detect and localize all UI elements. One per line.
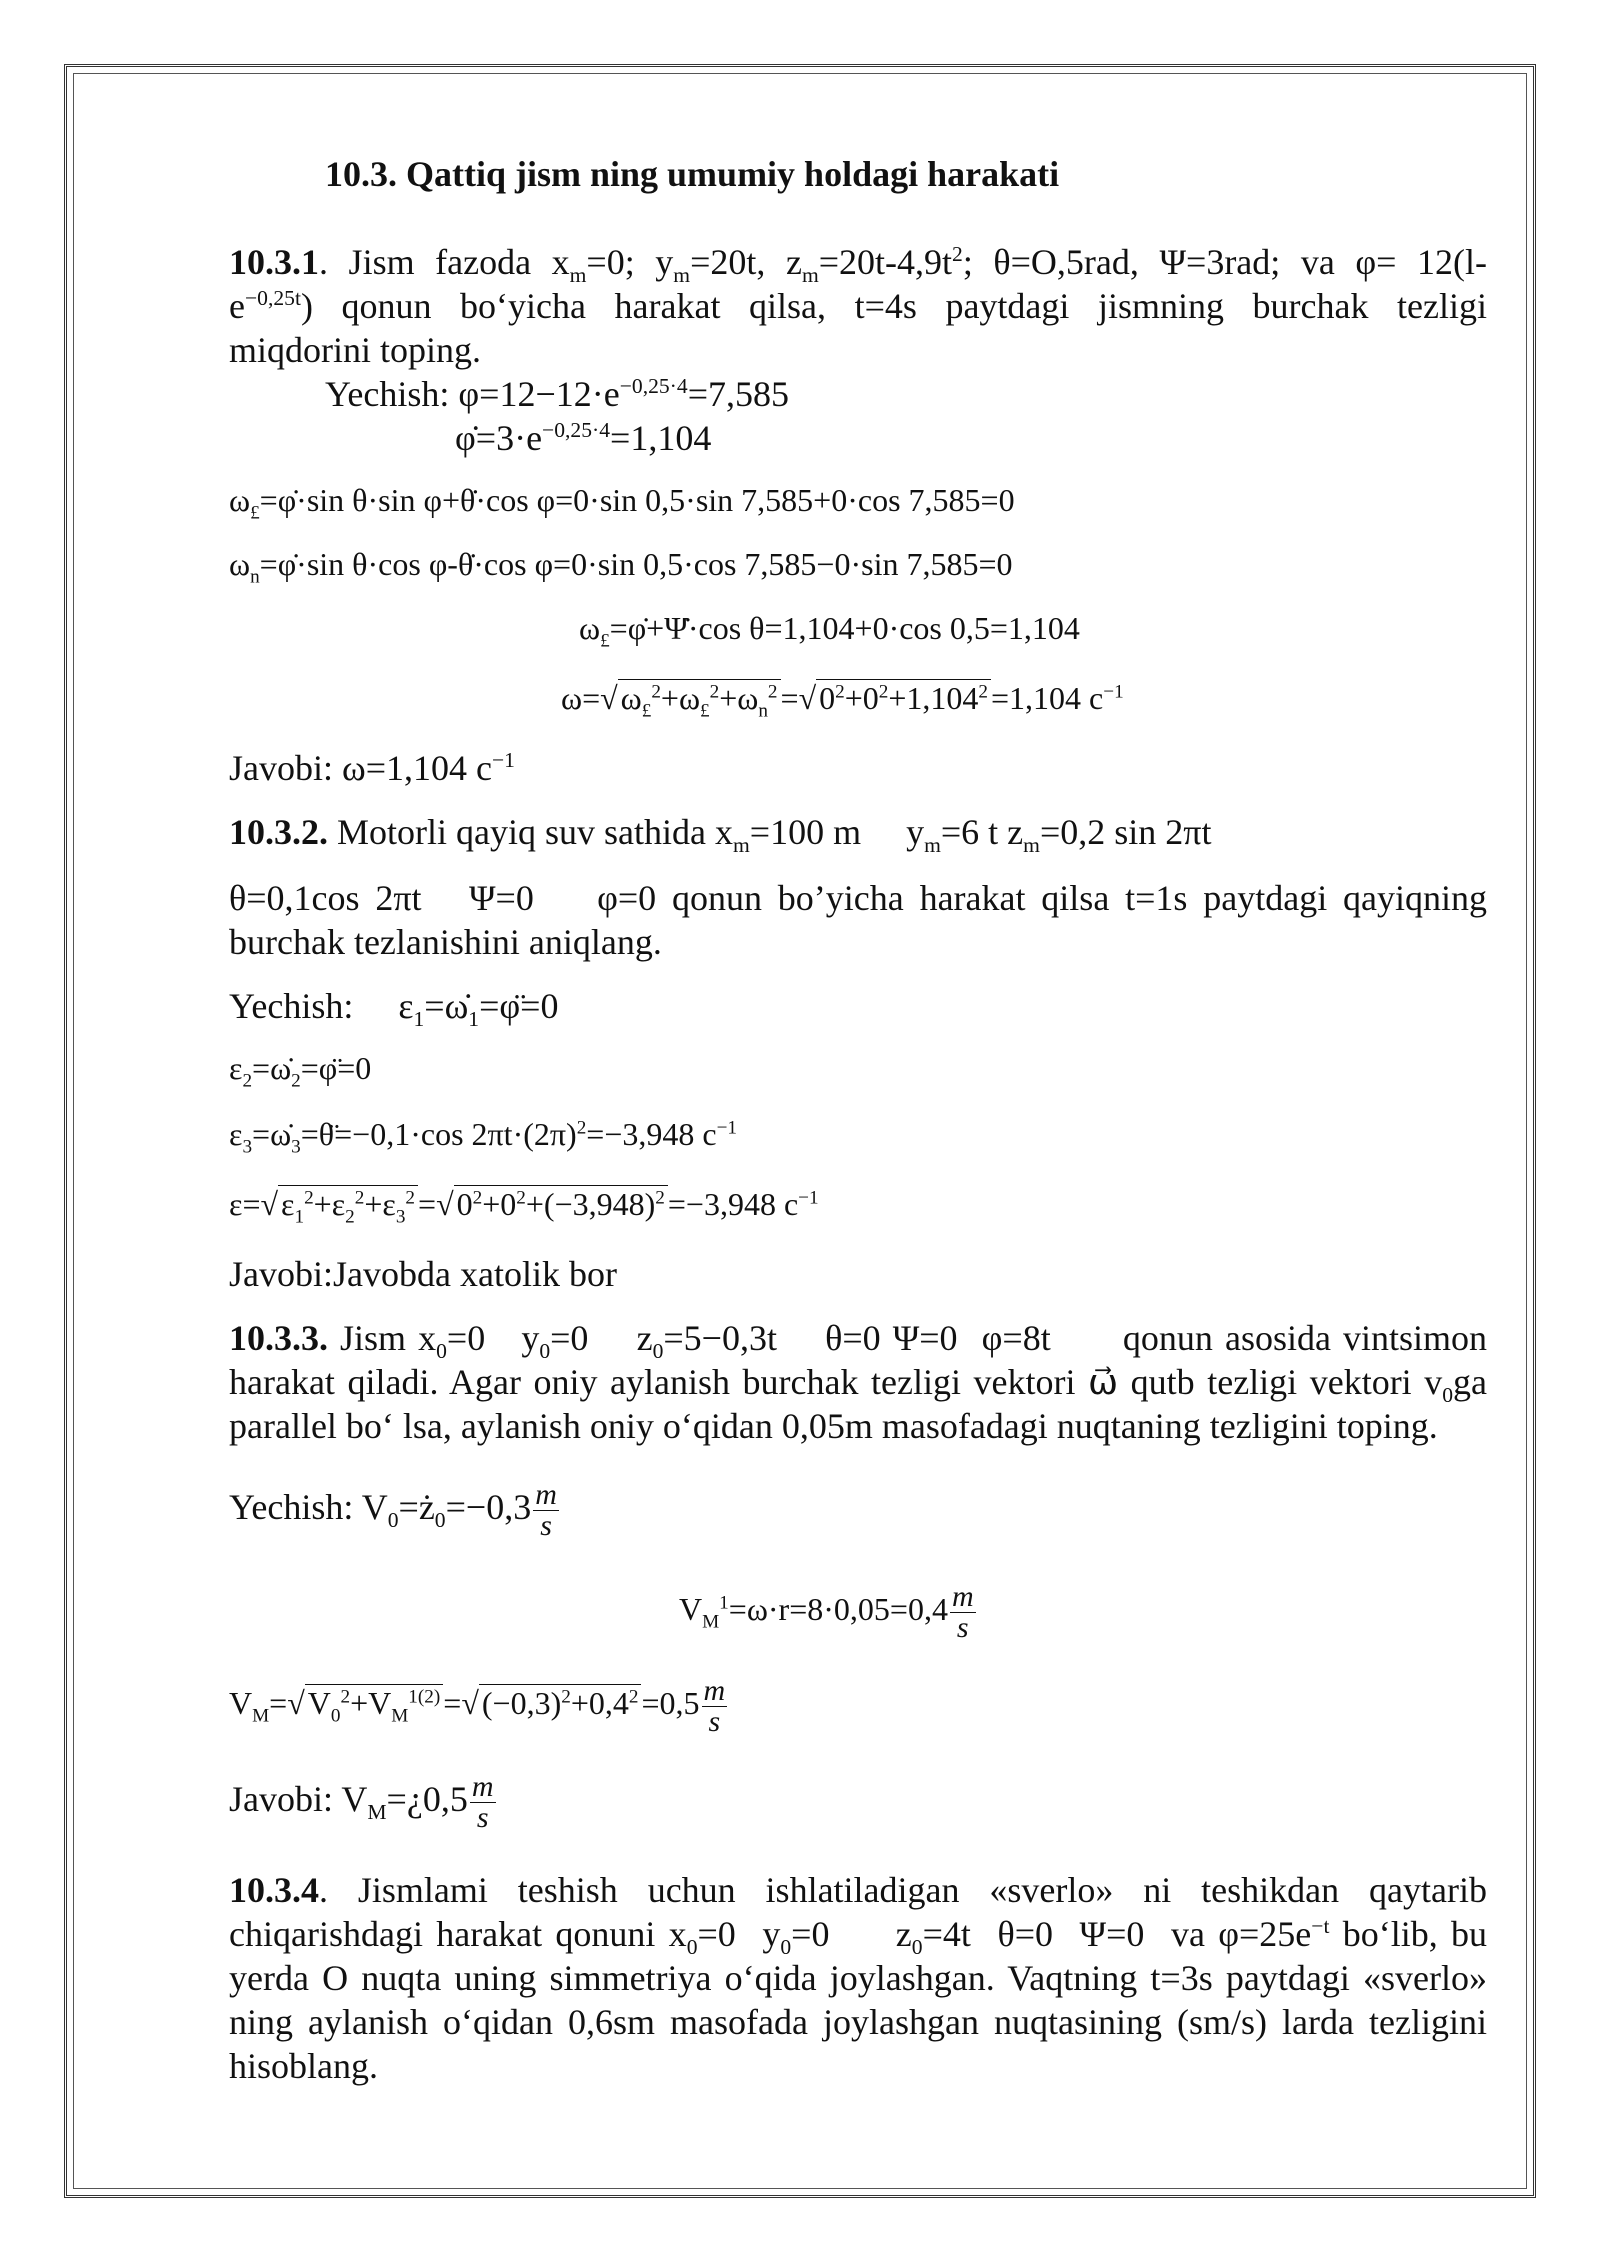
- solution-3-eq-1: $V_M^1=\omega\cdot r=8\cdot 0,05=0,4$ $\frac{m}{s}$: [679, 1580, 974, 1644]
- solution-1-step-1: Yechish: $\varphi=12-12\cdot e^{-0,25\cdot 4}=7,585$: [325, 374, 789, 414]
- solution-1-eq-3: $\omega_£=\varphi̇+\Psi̇\cdot\cos$ θ=1,104+0·cos 0,5=1,104: [579, 610, 1080, 652]
- problem-1-line-1: 10.3.1. Jism fazoda $x_m=0$; $y_m=20t$, $z_m=20t-4,9t^2$; θ=O,5rad, Ψ=3rad; va φ= 12(l-: [229, 242, 1487, 288]
- problem-3-line-3: parallel bo‘ lsa, aylanish oniy o‘qidan 0,05m masofadagi nuqtaning tezligini toping.: [229, 1406, 1438, 1446]
- problem-4-line-2: chiqarishdagi harakat qonuni $x_0=0$ $y_0=0$ $z_0=4t$ θ=0 Ψ=0 va $\varphi=25e^{-t}$ bo‘lib, bu: [229, 1914, 1487, 1960]
- solution-1-eq-2: $\omega_n=\varphi̇\cdot\sin$ θ·cos φ-θ̇·cos φ=0·sin 0,5·cos 7,585−0·sin 7,585=0: [229, 546, 1013, 588]
- answer-3: Javobi: $V_M=¿0,5$ $\frac{m}{s}$: [229, 1770, 494, 1834]
- solution-2-eq-2: $\varepsilon_3=\omegȧ_3=\thetä=-0,1\cdot\cos$ $2\pi t\cdot(2\pi)^2=-3,948$ $c^{-1}$: [229, 1116, 737, 1158]
- problem-4-line-4: ning aylanish o‘qidan 0,6sm masofada joylashgan nuqtasining (sm/s) larda tezligini: [229, 2002, 1487, 2042]
- answer-1: Javobi: ω=1,104 $c^{-1}$: [229, 748, 515, 788]
- problem-4-line-3: yerda O nuqta uning simmetriya o‘qida joylashgan. Vaqtning t=3s paytdagi «sverlo»: [229, 1958, 1487, 1998]
- problem-4-line-1: 10.3.4. Jismlami teshish uchun ishlatiladigan «sverlo» ni teshikdan qaytarib: [229, 1870, 1487, 1910]
- problem-2-line-2: θ=0,1cos 2πt Ψ=0 φ=0 qonun bo’yicha harakat qilsa t=1s paytdagi qayiqning: [229, 878, 1487, 918]
- solution-3-eq-2: $V_M=√V_0^2+V_M^{1(2)}=√(-0,3)^2+0,4^2=0,5$ $\frac{m}{s}$: [229, 1674, 726, 1738]
- problem-4-line-5: hisoblang.: [229, 2046, 378, 2086]
- problem-2-line-3: burchak tezlanishini aniqlang.: [229, 922, 662, 962]
- problem-1-line-2: $e^{-0,25t}$) qonun bo‘yicha harakat qilsa, t=4s paytdagi jismning burchak tezligi: [229, 286, 1487, 326]
- solution-1-eq-1: $\omega_£=\varphi̇\cdot\sin$ θ·sin φ+θ̇·cos φ=0·sin 0,5·sin 7,585+0·cos 7,585=0: [229, 482, 1015, 524]
- solution-2-eq-1: $\varepsilon_2=\omegȧ_2=\varphï=0$: [229, 1050, 372, 1092]
- problem-2-line-1: 10.3.2. Motorli qayiq suv sathida $x_m=100$ m $y_m=6$ t $z_m=0,2$ sin 2πt: [229, 812, 1212, 858]
- solution-3-step-1: Yechish: $V_0=ż_0=-0,3$ $\frac{m}{s}$: [229, 1478, 557, 1542]
- solution-2-eq-3: $\varepsilon=√\varepsilon_1^2+\varepsilon_2^2+\varepsilon_3^2=√0^2+0^2+(-3,948)^2=-3,948$ $c^{-1}$: [229, 1186, 819, 1228]
- solution-2-step-1: Yechish: $\varepsilon_1=\omegȧ_1=\varphï=0$: [229, 986, 559, 1032]
- problem-3-line-1: 10.3.3. Jism $x_0=0$ $y_0=0$ $z_0=5-0,3t$ θ=0 Ψ=0 φ=8t qonun asosida vintsimon: [229, 1318, 1488, 1364]
- section-title: 10.3. Qattiq jism ning umumiy holdagi harakati: [325, 154, 1060, 194]
- problem-3-line-2: harakat qiladi. Agar oniy aylanish burchak tezligi vektori ω⃗ qutb tezligi vektori $v_0ga$: [229, 1362, 1487, 1408]
- answer-2: Javobi:Javobda xatolik bor: [229, 1254, 617, 1294]
- solution-1-step-2: $\varphi̇=3\cdot e^{-0,25\cdot 4}=1,104$: [455, 418, 712, 458]
- solution-1-eq-4: $\omega=√\omega_£^2+\omega_£^2+\omega_n^2=√0^2+0^2+1,104^2=1,104$ $c^{-1}$: [561, 680, 1124, 722]
- problem-1-line-3: miqdorini toping.: [229, 330, 481, 370]
